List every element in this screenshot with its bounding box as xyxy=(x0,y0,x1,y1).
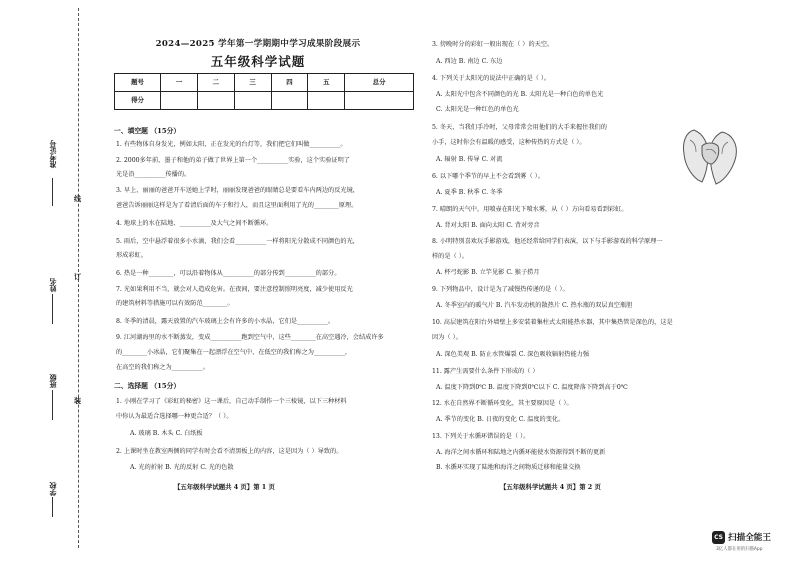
exam-number-label: 准考证号 xyxy=(48,140,57,168)
question-text: 11. 露产生需要什么条件下形成的（ ） xyxy=(432,368,539,375)
score-cell-total[interactable] xyxy=(345,92,414,110)
exam-subtitle: 五年级科学试题 xyxy=(210,54,306,69)
exam-title: 2024—2025 学年第一学期期中学习成果阶段展示 xyxy=(155,39,361,49)
score-cell-1[interactable] xyxy=(161,92,198,110)
answer-options: A. 深色美观 B. 防止水管爆裂 C. 深色吸收辐射热能力强 xyxy=(436,351,590,358)
answer-options: A. 杯弓蛇影 B. 立竿见影 C. 猴子捞月 xyxy=(436,269,540,276)
question-text: 的________小冰晶，它们聚集在一起漂浮在空气中，在低空的我们称之为__________， xyxy=(116,349,352,356)
question-text: 3. 早上，丽丽的爸爸开车送她上学时，丽丽发现爸爸的眼睛总是要看车内两边的反光镜， xyxy=(116,187,359,194)
line-mark: 线 xyxy=(74,194,81,203)
answer-options: B. 水循环实现了陆地和海洋之间物质迁移和能量交换 xyxy=(436,464,581,471)
question-text: 9. 江河湖海里的水不断蒸发，变成__________跑到空气中，这些________在高空遇冷，会结成许多 xyxy=(116,334,384,341)
answer-options: A. 辐射 B. 传导 C. 对流 xyxy=(436,156,503,163)
page-footer: 【五年级科学试题共 4 页】第 1 页 xyxy=(174,483,275,491)
score-cell-3[interactable] xyxy=(234,92,271,110)
school-label: 学校 xyxy=(48,482,57,496)
question-text: 2. 上课时坐在教室两侧的同学有时会看不清黑板上的内容，这是因为（ ）导致的。 xyxy=(116,448,343,455)
question-text: 6. 以下哪个季节的早上不会看到雾（ ）。 xyxy=(432,173,544,180)
score-table-cell: 总分 xyxy=(345,74,414,92)
question-text: 9. 下列物品中，设计是为了减慢热传递的是（ ）。 xyxy=(432,286,569,293)
question-text: 10. 高层建筑在阳台外墙壁上多安装着集柱式太阳能热水器，其中集热管是深色的，这是 xyxy=(432,319,673,326)
section-fill-blank: 一、填空题 （15分） xyxy=(114,127,181,135)
left-column xyxy=(96,0,420,561)
question-text: 7. 光如果利用不当，就会对人造成危害。在夜间，要注意控制照明亮度，减少使用反光 xyxy=(116,286,353,293)
score-table xyxy=(114,73,414,110)
class-label: 班级 xyxy=(48,374,57,388)
score-table-cell: 二 xyxy=(197,74,234,92)
answer-options: A. 光的折射 B. 光的反射 C. 光的色散 xyxy=(130,464,234,471)
question-text: 的建筑材料等措施可以有效防范________。 xyxy=(116,300,234,307)
exam-number-line xyxy=(52,178,53,206)
question-text: 2. 2000多年前，墨子和他的弟子做了世界上第一个__________实验，这个实验证明了 xyxy=(116,157,350,164)
answer-options: A. 冬季室内的暖气片 B. 汽车发动机的散热片 C. 热水瓶的双层真空瓶胆 xyxy=(436,302,633,309)
scanner-app-name: 扫描全能王 xyxy=(728,533,771,543)
answer-options: A. 季节的变化 B. 日夜的变化 C. 温度的变化。 xyxy=(436,416,565,423)
answer-options: A. 海洋之间水循环和陆地之内循环能使水资源得到不断的更新 xyxy=(436,449,606,456)
question-text: 样的是（ ）。 xyxy=(432,253,468,260)
answer-options: A. 温度下降到0℃ B. 温度下降到0℃以下 C. 温度降落下降到高于0℃ xyxy=(436,384,628,391)
answer-options: A. 背对太阳 B. 面向太阳 C. 背对旁音 xyxy=(436,222,540,229)
school-line xyxy=(52,497,53,517)
scanner-app-tagline: 3亿人都在用的扫描App xyxy=(716,547,763,552)
question-text: 4. 下列关于太阳光的说法中正确的是（ ）。 xyxy=(432,75,551,82)
class-line xyxy=(52,390,53,420)
answer-options: A. 西边 B. 南边 C. 东边 xyxy=(436,58,503,65)
score-table-cell: 五 xyxy=(308,74,345,92)
question-text: 光是沿__________传播的。 xyxy=(116,171,191,178)
question-text: 中你认为最适合选择哪一种更合适？（ ）。 xyxy=(116,413,233,420)
score-cell-4[interactable] xyxy=(271,92,308,110)
scanner-app-badge xyxy=(712,528,792,554)
cs-logo-icon: CS xyxy=(712,531,725,544)
score-row-label: 得分 xyxy=(115,92,161,110)
question-text: 7. 晴朗的天气中，用喷壶在阳光下喷水雾，从（ ）方向看易看到彩虹。 xyxy=(432,206,628,213)
name-line xyxy=(52,294,53,324)
score-table-cell: 三 xyxy=(234,74,271,92)
question-text: 6. 热是一种________，可以沿着物体从__________的部分传到__________的部分。 xyxy=(116,270,341,277)
bind-mark: 装 xyxy=(74,396,81,405)
answer-options: A. 玻璃 B. 木头 C. 白纸板 xyxy=(130,430,203,437)
question-text: 5. 雨后，空中悬浮着很多小水滴，我们会看__________一样将阳光分散成不同颜色的光， xyxy=(116,238,359,245)
question-text: 3. 傍晚时分的彩虹一般出现在（ ）的天空。 xyxy=(432,41,554,48)
page-footer: 【五年级科学试题共 4 页】第 2 页 xyxy=(500,483,601,491)
right-column xyxy=(424,0,774,561)
score-cell-5[interactable] xyxy=(308,92,345,110)
seal-mark: 订 xyxy=(74,272,81,281)
score-cell-2[interactable] xyxy=(197,92,234,110)
question-text: 小手，这时你会有温暖的感受，这种传热的方式是（ ）。 xyxy=(432,139,586,146)
score-table-cell: 一 xyxy=(161,74,198,92)
score-table-score-row xyxy=(115,92,414,110)
answer-options: A. 太阳光中包含不同颜色的光 B. 太阳光是一种白色的单色光 xyxy=(436,91,604,98)
question-text: 12. 水在自然界不断循环变化，其主要原因是（ ）。 xyxy=(432,400,573,407)
section-multiple-choice: 二、选择题 （15分） xyxy=(114,382,181,390)
question-text: 5. 冬天，当我们手冷时，父母常常会用他们的大手来握住我们的 xyxy=(432,124,607,131)
question-text: 8. 小明特别喜欢玩手影游戏，他还经常给同学们表演，以下与手影游戏的科学原理一 xyxy=(432,238,663,245)
answer-options: C. 太阳光是一种红色的单色光 xyxy=(436,106,519,113)
binding-margin xyxy=(0,0,92,561)
clasped-hands-image xyxy=(672,124,748,190)
score-table-header-row xyxy=(115,74,414,92)
name-label: 姓名 xyxy=(48,278,57,292)
score-table-cell: 四 xyxy=(271,74,308,92)
question-text: 4. 地球上的水在陆地、__________及大气之间不断循环。 xyxy=(116,220,273,227)
question-text: 爸爸告诉丽丽这样是为了看清后面的车子和行人，而且这里面利用了光的________原理。 xyxy=(116,202,358,209)
question-text: 在高空的我们称之为__________。 xyxy=(116,364,209,371)
question-text: 形成彩虹。 xyxy=(116,252,147,259)
question-text: 13. 下列关于水循环错误的是（ ）。 xyxy=(432,433,530,440)
question-text: 8. 冬季的清晨，露天放置的汽车玻璃上会有许多的小水晶，它们是__________。 xyxy=(116,318,335,325)
question-text: 1. 小刚在学习了《彩虹的秘密》这一课后，自己动手制作一个三棱镜，以下三种材料 xyxy=(116,398,347,405)
score-table-cell: 题号 xyxy=(115,74,161,92)
question-text: 1. 有些物体自身发光，例如太阳，正在发光的台灯等，我们把它们叫做__________。 xyxy=(116,141,347,148)
answer-options: A. 夏季 B. 秋季 C. 冬季 xyxy=(436,189,503,196)
question-text: 因为（ ）。 xyxy=(432,334,462,341)
